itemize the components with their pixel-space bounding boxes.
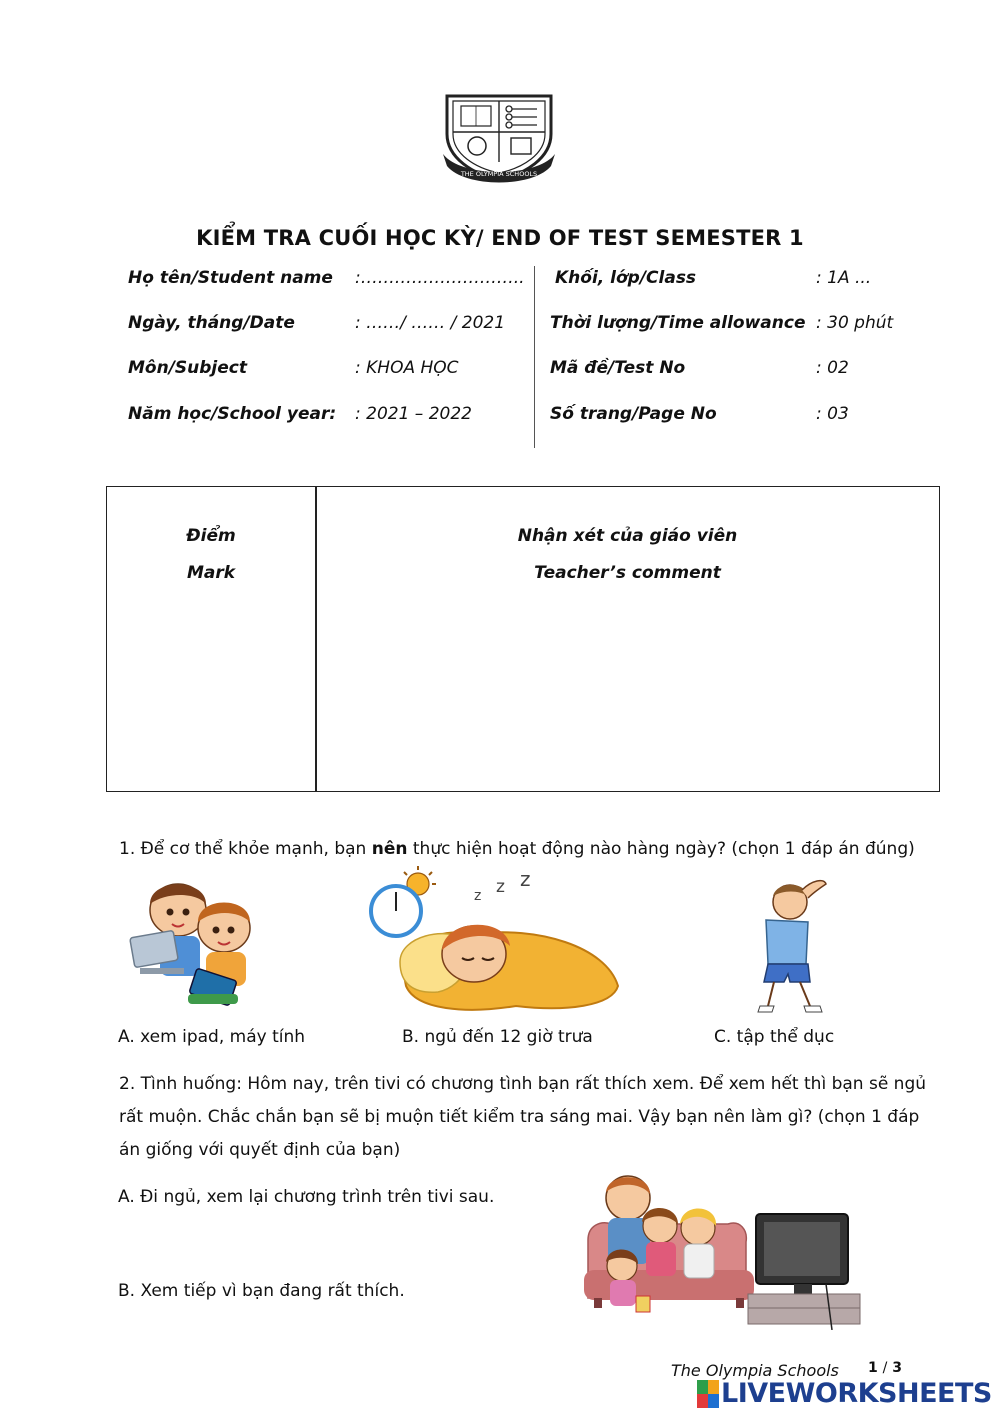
mark-input-area[interactable]: [110, 610, 312, 786]
question-1-option-a[interactable]: A. xem ipad, máy tính: [118, 1027, 306, 1047]
student-name-label: Họ tên/Student name: [128, 268, 333, 288]
question-2-line-2: rất muộn. Chắc chắn bạn sẽ bị muộn tiết kiểm tra sáng mai. Vậy bạn nên làm gì? (chọn 1 đáp: [119, 1107, 920, 1127]
page-no-value: : 03: [816, 404, 849, 424]
comment-label-en: Teacher’s comment: [534, 563, 721, 583]
page-title: KIỂM TRA CUỐI HỌC KỲ/ END OF TEST SEMESTER 1: [196, 226, 804, 250]
question-1: [119, 839, 915, 859]
question-1-suffix: thực hiện hoạt động nào hàng ngày? (chọn 1 đáp án đúng): [407, 839, 915, 859]
footer-page-separator: /: [882, 1360, 888, 1376]
time-allowance-label: Thời lượng/Time allowance: [550, 313, 806, 333]
class-label: Khối, lớp/Class: [555, 268, 697, 288]
footer-page-indicator: [868, 1360, 902, 1376]
time-allowance-value: : 30 phút: [816, 313, 894, 333]
question-1-option-b[interactable]: B. ngủ đến 12 giờ trưa: [402, 1027, 593, 1047]
liveworksheets-wordmark: LIVEWORKSHEETS: [721, 1378, 992, 1409]
question-1-emphasis: nên: [371, 839, 408, 859]
page-no-label: Số trang/Page No: [550, 404, 717, 424]
date-label: Ngày, tháng/Date: [128, 313, 295, 333]
liveworksheets-logo[interactable]: [697, 1378, 997, 1410]
sleeping-girl-image: [366, 866, 622, 1016]
footer-page-total: 3: [892, 1360, 902, 1376]
kids-with-devices-image: [126, 870, 266, 1012]
mark-label-en: Mark: [186, 563, 236, 583]
info-divider: [534, 266, 535, 448]
family-watching-tv-image: [580, 1170, 866, 1330]
test-no-label: Mã đề/Test No: [550, 358, 686, 378]
school-year-label: Năm học/School year:: [128, 404, 337, 424]
footer-school-name: The Olympia Schools: [671, 1361, 839, 1380]
date-value: : ……/ …… / 2021: [355, 313, 506, 333]
school-year-value: : 2021 – 2022: [355, 404, 472, 424]
comment-input-area[interactable]: [320, 610, 934, 786]
logo-banner-text: THE OLYMPIA SCHOOLS: [460, 170, 538, 178]
subject-label: Môn/Subject: [128, 358, 247, 378]
zzz-mark: z: [520, 867, 531, 891]
question-2-option-b[interactable]: B. Xem tiếp vì bạn đang rất thích.: [118, 1281, 405, 1301]
footer-page-current: 1: [868, 1360, 878, 1376]
subject-value: : KHOA HỌC: [355, 358, 459, 378]
question-1-prefix: 1. Để cơ thể khỏe mạnh, bạn: [119, 839, 372, 859]
student-name-value: :………………………..: [355, 268, 525, 288]
mark-label-vi: Điểm: [186, 526, 236, 546]
question-2-option-a[interactable]: A. Đi ngủ, xem lại chương trình trên tivi sau.: [118, 1187, 495, 1207]
zzz-mark: z: [496, 877, 505, 897]
boy-exercising-image: [728, 874, 828, 1016]
school-logo: [441, 92, 557, 188]
class-value: : 1A ...: [816, 268, 872, 288]
comment-label-vi: Nhận xét của giáo viên: [517, 526, 738, 546]
test-no-value: : 02: [816, 358, 849, 378]
live-badge-icon: [697, 1380, 719, 1408]
question-1-option-c[interactable]: C. tập thể dục: [714, 1027, 835, 1047]
question-2-line-1: 2. Tình huống: Hôm nay, trên tivi có chương tình bạn rất thích xem. Để xem hết thì bạn sẽ ngủ: [119, 1074, 927, 1094]
zzz-mark: z: [474, 888, 482, 904]
question-2-line-3: án giống với quyết định của bạn): [119, 1140, 401, 1160]
